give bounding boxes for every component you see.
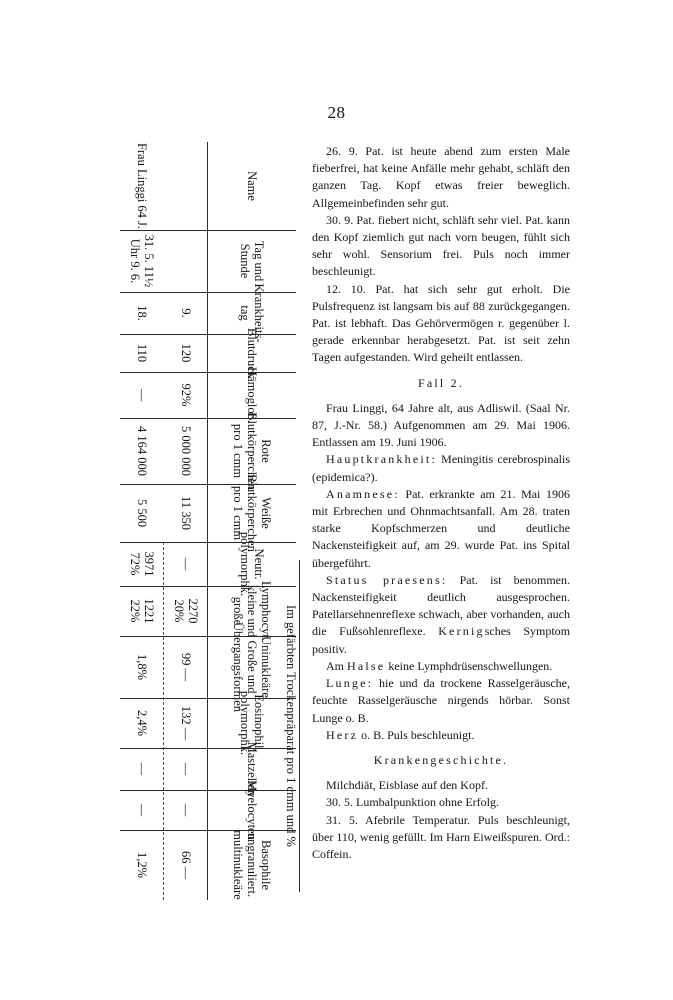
patient-intro: Frau Linggi, 64 Jahre alt, aus Adliswil. (Saal Nr. 87, J.-Nr. 58.) Aufgenommen am 29. Mai 1906. Entlassen am 19. Juni 1906. xyxy=(312,400,570,450)
header-uninukleare: Uninukleäre Große und Übergangsformen xyxy=(231,622,273,713)
case-text xyxy=(312,143,570,863)
col-krankheitstag xyxy=(120,283,296,343)
lunge xyxy=(312,675,570,727)
header-weisse: Weiße Blutkörperchen pro 1 cmm xyxy=(231,474,273,552)
header-rule xyxy=(207,142,208,900)
header-neutr: Neutr. polymorphk. xyxy=(238,531,266,597)
header-myelocyten: Myelocyten xyxy=(245,780,259,840)
col-basophile xyxy=(120,830,296,900)
paragraph-30-5: 30. 5. Lumbalpunktion ohne Erfolg. xyxy=(326,795,499,810)
blutdruck-bottom: 110 xyxy=(135,343,149,363)
paragraph-26-9: 26. 9. Pat. ist heute abend zum ersten Male fieberfrei, hat keine Anfälle mehr gehabt, schläft den ganzen Tag. Kopf etwas freier beweglich. Allgemeinbefinden sehr gut. xyxy=(312,144,570,210)
halse-text: keine Lymphdrüsenschwellungen. xyxy=(385,658,553,673)
header-basophile: Basophile ungranuliert. multinukleäre xyxy=(231,830,273,900)
header-blutdruck: Blutdruck xyxy=(245,328,259,378)
anamnese xyxy=(312,486,570,572)
hauptkrankheit-label: Hauptkrankheit: xyxy=(326,452,437,467)
herz-label: Herz xyxy=(326,727,359,742)
header-lymphocyt: Lymphocyt. kleine und große xyxy=(231,580,273,642)
herz-text: o. B. Puls beschleunigt. xyxy=(358,727,475,742)
col-name xyxy=(120,142,296,230)
group-label-rule xyxy=(299,560,300,892)
kernig-text: sches Symptom positiv. xyxy=(312,624,570,656)
weisse-top: 11 350 xyxy=(179,496,193,530)
header-mastzellen: Mastzellen xyxy=(245,741,259,797)
krankheitstag-bottom: 18. xyxy=(135,305,149,321)
uninukleare-bottom: 1,8% xyxy=(135,653,149,681)
header-krankheitstag: Krankheits-tag xyxy=(238,283,266,343)
col-weisse xyxy=(120,474,296,552)
basophile-top: 66 — xyxy=(179,850,193,880)
rote-bottom: 4 164 000 xyxy=(135,426,149,476)
halse xyxy=(312,658,570,675)
paragraph-31-5: 31. 5. Afebrile Temperatur. Puls beschleunigt, über 110, wenig gefüllt. Im Harn Eiweißspuren. Ord.: Coffein. xyxy=(312,812,570,861)
col-eosinophil xyxy=(120,690,296,756)
lymphocyt-top: 2270 20% xyxy=(172,598,200,624)
fall-heading: Fall 2. xyxy=(417,375,465,390)
rote-top: 5 000 000 xyxy=(179,426,193,476)
anamnese-text: Pat. erkrankte am 21. Mai 1906 mit Erbrechen und Ohnmachtsanfall. Am 28. traten starke Kopfschmerzen und deutliche Nackensteifigkeit auf, am 29. wurde Pat. ins Spital übergeführt. xyxy=(312,486,570,570)
weisse-bottom: 5 500 xyxy=(135,498,149,528)
hauptkrankheit-text: Meningitis cerebrospinalis (epidemica?). xyxy=(312,452,570,484)
col-neutr xyxy=(120,531,296,597)
krankengeschichte-heading: Krankengeschichte. xyxy=(373,752,509,767)
mastzellen-top: — xyxy=(179,762,193,776)
name-top xyxy=(164,142,208,230)
kernig-label: Kernig xyxy=(438,624,485,639)
uninukleare-top: 99 — xyxy=(179,652,193,682)
page-number: 28 xyxy=(327,103,346,122)
blood-count-table xyxy=(120,142,296,900)
header-haemoglob: Hämoglob. xyxy=(245,367,259,423)
paragraph-12-10: 12. 10. Pat. hat sich sehr gut erholt. Die Pulsfrequenz ist langsam bis auf 88 zurückgegangen. Pat. ist lebhaft. Das Gehörvermögen r. gegenüber l. gerade erkennbar herabgesetzt. Pat. ist seit zehn Tagen aufgestanden. Wird geheilt entlassen. xyxy=(312,281,570,365)
myelocyten-bottom: — xyxy=(135,803,149,817)
myelocyten-top: — xyxy=(179,803,193,817)
haemoglob-top: 92% xyxy=(179,383,193,407)
eosinophil-top: 132 — xyxy=(179,705,193,741)
eosinophil-bottom: 2,4% xyxy=(135,709,149,737)
col-tag-stunde xyxy=(120,230,296,292)
row-divider xyxy=(163,542,164,900)
header-tag-stunde: Tag und Stunde xyxy=(238,240,266,282)
name-value: Frau Linggi 64 J. xyxy=(135,142,149,230)
halse-label: Halse xyxy=(347,658,386,673)
col-uninukleare xyxy=(120,622,296,713)
tag-value: 31. 5. 11½ Uhr 9. 6. xyxy=(128,234,156,288)
status-praesens-label: Status praesens: xyxy=(326,572,448,587)
halse-pre: Am xyxy=(326,658,347,673)
krankheitstag-top: 9. xyxy=(179,308,193,318)
header-name: Name xyxy=(245,171,259,201)
header-rote: Rote Blutkörperchen pro 1 cmm xyxy=(231,412,273,490)
status-praesens-text: Pat. ist benommen. Nackensteifigkeit deutlich ausgesprochen. Patellarsehnenreflexe schwach, aber vorhanden, auch die Fußsohlenreflexe. xyxy=(312,572,570,639)
haemoglob-bottom: — xyxy=(135,388,149,402)
lymphocyt-bottom: 1221 22% xyxy=(128,598,156,624)
hauptkrankheit xyxy=(312,451,570,485)
col-mastzellen xyxy=(120,741,296,797)
lunge-label: Lunge: xyxy=(326,676,374,691)
blutdruck-top: 120 xyxy=(179,343,193,363)
col-myelocyten xyxy=(120,780,296,840)
mastzellen-bottom: — xyxy=(135,762,149,776)
paragraph-30-9: 30. 9. Pat. fiebert nicht, schläft sehr viel. Pat. kann den Kopf ziemlich gut nach vorn beugen, fühlt sich sehr wohl. Sensorium frei. Puls noch immer beschleunigt. xyxy=(312,212,570,279)
neutr-bottom: 3971 72% xyxy=(128,551,156,577)
anamnese-label: Anamnese: xyxy=(326,486,400,501)
col-blutdruck xyxy=(120,328,296,378)
col-haemoglob xyxy=(120,367,296,423)
group-label: Im gefärbten Trockenpräparat pro 1 cmm und % xyxy=(284,605,299,847)
herz xyxy=(312,727,570,744)
basophile-bottom: 1,2% xyxy=(135,851,149,879)
tag-top xyxy=(164,230,208,292)
neutr-top: — xyxy=(179,557,193,571)
paragraph-milchdiaet: Milchdiät, Eisblase auf den Kopf. xyxy=(326,778,488,793)
lunge-text: hie und da trockene Rasselgeräusche, feuchte Rasselgeräusche nirgends hörbar. Sonst Lunge o. B. xyxy=(312,676,570,725)
header-eosinophil: Eosinophil. polymorphk. xyxy=(238,690,266,756)
status-praesens xyxy=(312,572,570,658)
